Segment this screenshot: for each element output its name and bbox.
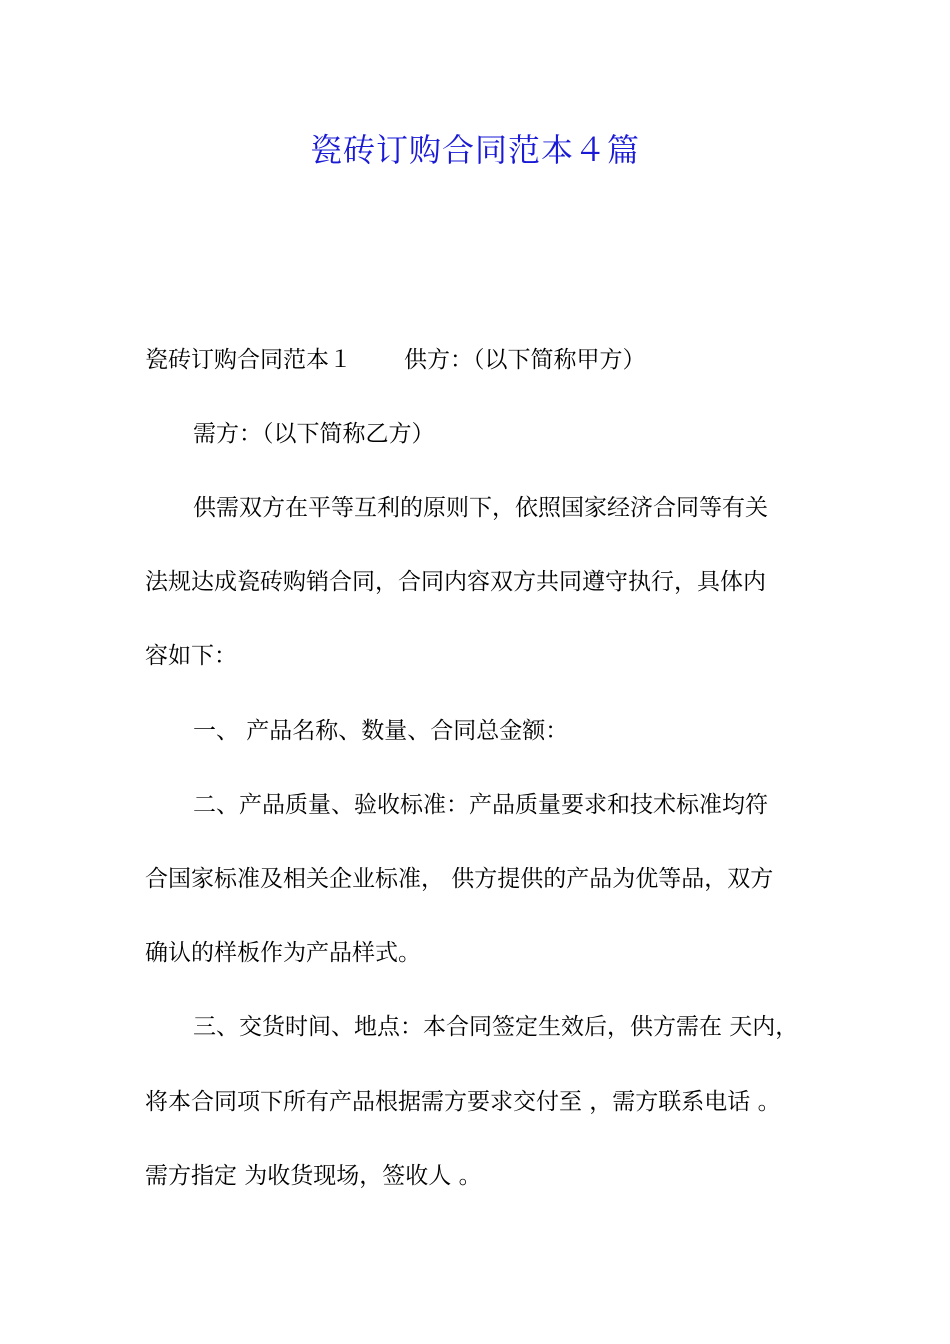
paragraph-line: 将本合同项下所有产品根据需方要求交付至 ，需方联系电话 。: [145, 1089, 781, 1115]
paragraph-line: 二、产品质量、验收标准：产品质量要求和技术标准均符: [193, 792, 768, 818]
paragraph-line: 确认的样板作为产品样式。: [145, 940, 421, 966]
document-title: 瓷砖订购合同范本４篇: [309, 131, 640, 169]
contract-heading: 瓷砖订购合同范本１: [145, 347, 352, 373]
paragraph-line: 需方指定 为收货现场，签收人 。: [145, 1163, 482, 1189]
section-heading: 一、 产品名称、数量、合同总金额：: [193, 718, 569, 744]
paragraph-line: 供需双方在平等互利的原则下，依照国家经济合同等有关: [193, 495, 768, 521]
buyer-line: 需方：（以下简称乙方）: [193, 421, 435, 447]
paragraph-line: 容如下：: [145, 643, 237, 669]
supplier-line: 供方：（以下简称甲方）: [404, 347, 646, 373]
paragraph-line: 合国家标准及相关企业标准， 供方提供的产品为优等品，双方: [145, 866, 774, 892]
paragraph-line: 法规达成瓷砖购销合同，合同内容双方共同遵守执行，具体内: [145, 569, 766, 595]
paragraph-line: 三、交货时间、地点：本合同签定生效后，供方需在 天内，: [193, 1014, 799, 1040]
first-line: [145, 345, 646, 375]
